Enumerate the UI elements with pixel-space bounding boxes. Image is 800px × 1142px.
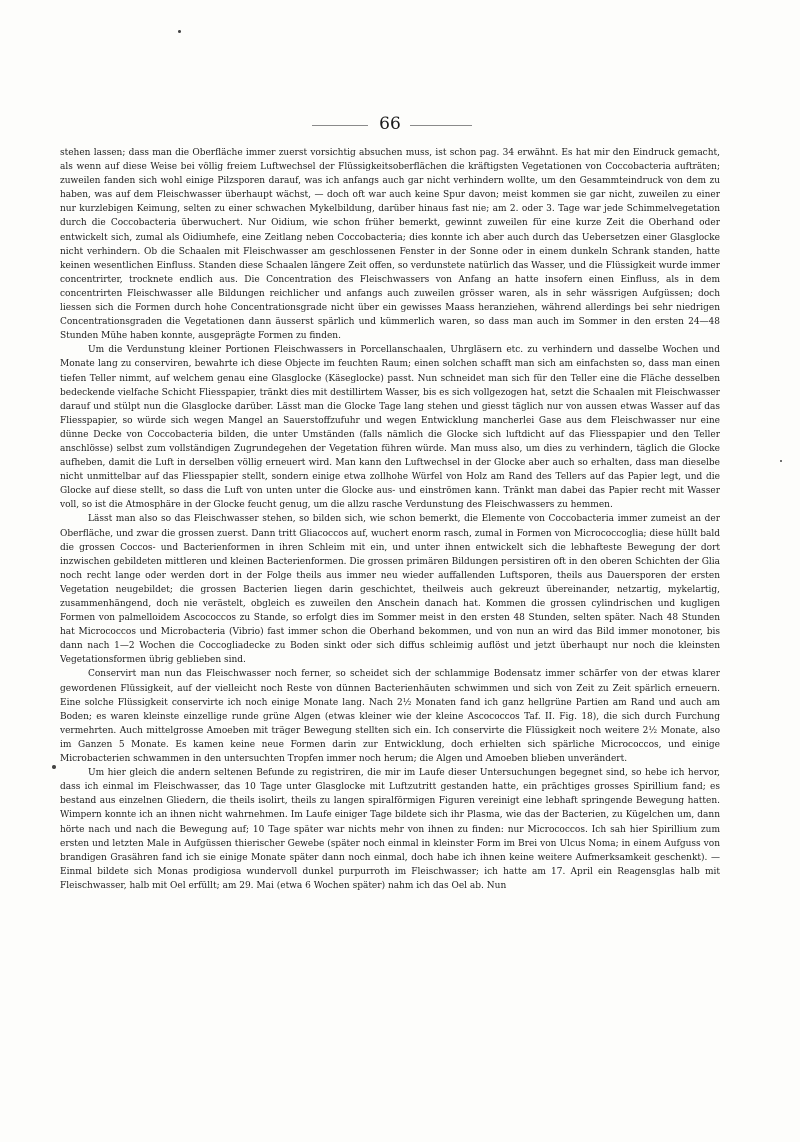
paragraph-continuation: stehen lassen; dass man die Oberfläche immer zuerst vorsichtig absuchen muss, ist schon pag. 34 erwähnt. Es hat mir den Eindruck gemacht, als wenn auf diese Weise bei völlig freiem Luftwechsel der Flüssigkeitsoberflächen die kräftigsten Vegetationen von Coccobacteria aufträten; zuweilen fanden sich wohl einige Pilzsporen darauf, was ich anfangs auch gar nicht verhindern wollte, um den Gesammteindruck von dem zu haben, was auf dem Fleischwasser überhaupt wächst, — doch oft war auch keine Spur davon; meist kommen sie gar nicht, zuweilen zu einer nur kurzlebigen Keimung, selten zu einer schwachen Mykelbildung, darüber hinaus fast nie; am 2. oder 3. Tage war jede Schimmelvegetation durch die Coccobacteria überwuchert. Nur Oidium, wie schon früher bemerkt, gewinnt zuweilen für eine kurze Zeit die Oberhand oder entwickelt sich, zumal als Oidiumhefe, eine Zeitlang neben Coccobacteria; dies konnte ich aber auch durch das Uebersetzen einer Glasglocke nicht verhindern. Ob die Schaalen mit Fleischwasser am geschlossenen Fenster in der Sonne oder in einem dunkeln Schrank standen, hatte keinen wesentlichen Einfluss. Standen diese Schaalen längere Zeit offen, so verdunstete natürlich das Wasser, und die Flüssigkeit wurde immer concentrirter, trocknete endlich aus. Die Concentration des Fleischwassers von Anfang an hatte insofern einen Einfluss, als in dem concentrirten Fleischwasser alle Bildungen reichlicher und anfangs auch zuweilen grösser waren, als in sehr wässrigen Aufgüssen; doch liessen sich die Formen durch hohe Concentrationsgrade nicht über ein gewisses Maass heranziehen, während allerdings bei sehr niedrigen Concentrationsgraden die Vegetationen dann äusserst spärlich und kümmerlich waren, so dass man auch im Sommer in den ersten 24—48 Stunden Mühe haben konnte, ausgeprägte Formen zu finden.: [60, 148, 720, 342]
paragraph: Um die Verdunstung kleiner Portionen Fleischwassers in Porcellanschaalen, Uhrgläsern etc. zu verhindern und dasselbe Wochen und Monate lang zu conserviren, bewahrte ich diese Objecte im feuchten Raum; einen solchen schafft man sich am einfachsten so, dass man einen tiefen Teller nimmt, auf welchem genau eine Glasglocke (Käseglocke) passt. Nun schneidet man sich für den Teller eine die Fläche desselben bedeckende vielfache Schicht Fliesspapier, tränkt dies mit destillirtem Wasser, bis es sich vollgezogen hat, setzt die Schaalen mit Fleischwasser darauf und stülpt nun die Glasglocke darüber. Lässt man die Glocke Tage lang stehen und giesst täglich nur von aussen etwas Wasser auf das Fliesspapier, so würde sich wegen Mangel an Sauerstoffzufuhr und wegen Entwicklung mancherlei Gase aus dem Fleischwasser nur eine dünne Decke von Coccobacteria bilden, die unter Umständen (falls nämlich die Glocke sich luftdicht auf das Fliesspapier und den Teller anschlösse) selbst zum vollständigen Zugrundegehen der Vegetation führen würde. Man muss also, um dies zu verhindern, täglich die Glocke aufheben, damit die Luft in derselben völlig erneuert wird. Man kann den Luftwechsel in der Glocke aber auch so erhalten, dass man dieselbe nicht unmittelbar auf das Fliesspapier stellt, sondern einige etwa zollhohe Würfel von Holz am Rand des Tellers auf das Papier legt, und die Glocke auf diese stellt, so dass die Luft von unten unter die Glocke aus- und einströmen kann. Tränkt man dabei das Papier recht mit Wasser voll, so ist die Atmosphäre in der Glocke feucht genug, um die allzu rasche Verdunstung des Fleischwassers zu hemmen.: [60, 345, 720, 511]
paragraph: Um hier gleich die andern seltenen Befunde zu registriren, die mir im Laufe dieser Untersuchungen begegnet sind, so hebe ich hervor, dass ich einmal im Fleischwasser, das 10 Tage unter Glasglocke mit Luftzutritt gestanden hatte, ein prächtiges grosses Spirillium fand; es bestand aus einzelnen Gliedern, die theils isolirt, theils zu langen spiralförmigen Figuren vereinigt eine lebhaft springende Bewegung hatten. Wimpern konnte ich an ihnen nicht wahrnehmen. Im Laufe einiger Tage bildete sich ihr Plasma, wie das der Bacterien, zu Kügelchen um, dann hörte nach und nach die Bewegung auf; 10 Tage später war nichts mehr von ihnen zu finden: nur Micrococcos. Ich sah hier Spirillium zum ersten und letzten Male in Aufgüssen thierischer Gewebe (später noch einmal in kleinster Form im Brei von Ulcus Noma; in einem Aufguss von brandigen Grasähren fand ich sie einige Monate später dann noch einmal, doch habe ich ihnen keine weitere Aufmerksamkeit geschenkt). — Einmal bildete sich Monas prodigiosa wundervoll dunkel purpurroth im Fleischwasser; ich hatte am 17. April ein Reagensglas halb mit Fleischwasser, halb mit Oel erfüllt; am 29. Mai (etwa 6 Wochen später) nahm ich das Oel ab. Nun: [60, 768, 720, 891]
body-text: [60, 146, 720, 1076]
paragraph: Conservirt man nun das Fleischwasser noch ferner, so scheidet sich der schlammige Bodensatz immer schärfer von der etwas klarer gewordenen Flüssigkeit, auf der vielleicht noch Reste von dünnen Bacterienhäuten schwimmen und sich von Zeit zu Zeit spärlich erneuern. Eine solche Flüssigkeit conservirte ich noch einige Monate lang. Nach 2½ Monaten fand ich ganz hellgrüne Partien am Rand und auch am Boden; es waren kleinste einzellige runde grüne Algen (etwas kleiner wie der kleine Ascococcos Taf. II. Fig. 18), die sich durch Furchung vermehrten. Auch mittelgrosse Amoeben mit träger Bewegung stellten sich ein. Ich conservirte die Flüssigkeit noch weitere 2½ Monate, also im Ganzen 5 Monate. Es kamen keine neue Formen darin zur Entwicklung, doch erhielten sich spärliche Micrococcos, und einige Microbacterien schwammen in den untersuchten Tropfen immer noch herum; die Algen und Amoeben blieben unverändert.: [60, 669, 720, 765]
page-header: [0, 112, 800, 136]
paragraph: Lässt man also so das Fleischwasser stehen, so bilden sich, wie schon bemerkt, die Elemente von Coccobacteria immer zumeist an der Oberfläche, und zwar die grossen zuerst. Dann tritt Gliacoccos auf, wuchert enorm rasch, zumal in Formen von Micrococcoglia; diese hüllt bald die grossen Coccos- und Bacterienformen in ihren Schleim mit ein, und unter ihnen entwickelt sich die lebhafteste Bewegung der dort inzwischen gebildeten mittleren und kleinen Bacterienformen. Die grossen primären Bildungen persistiren oft in den oberen Schichten der Glia noch recht lange oder werden dort in der Folge theils aus immer neu wieder auffallenden Luftsporen, theils aus Dauersporen der ersten Vegetation neugebildet; die grossen Bacterien liegen darin geschichtet, theilweis auch gekreuzt übereinander, netzartig, mykelartig, zusammenhängend, doch nie verästelt, obgleich es zuweilen den Anschein danach hat. Kommen die grossen cylindrischen und kugligen Formen von palmelloidem Ascococcos zu Stande, so erfolgt dies im Sommer meist in den ersten 48 Stunden, selten später. Nach 48 Stunden hat Micrococcos und Microbacteria (Vibrio) fast immer schon die Oberhand bekommen, und von nun an wird das Bild immer monotoner, bis dann nach 1—2 Wochen die Coccogliadecke zu Boden sinkt oder sich diffus schleimig auflöst und jetzt überhaupt nur noch die kleinsten Vegetationsformen übrig geblieben sind.: [60, 514, 720, 666]
scan-speck: [178, 30, 181, 33]
scan-speck: [52, 765, 56, 769]
header-rule-left: [312, 125, 368, 126]
scan-speck: [780, 460, 782, 462]
page-number: 66: [379, 114, 401, 134]
header-rule-right: [410, 125, 472, 126]
